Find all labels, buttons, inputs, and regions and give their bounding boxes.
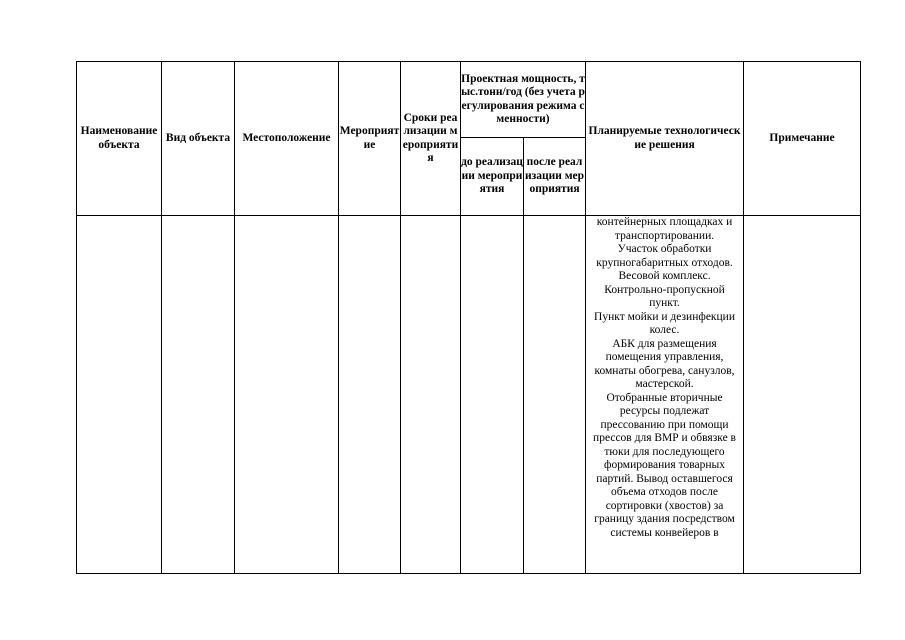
header-before-implementation: до реализации мероприятия [461,138,524,216]
planned-solutions-line: тюки для последующего [604,445,725,458]
planned-solutions-line: объема отходов после [611,486,718,498]
planned-solutions-line: Участок обработки [617,243,712,255]
planned-solutions-line: АБК для размещения [612,337,717,350]
cell-object-type [162,216,235,574]
planned-solutions-line: крупногабаритных отходов. [596,256,733,269]
header-notes: Примечание [744,62,861,216]
planned-solutions-line: Пункт мойки и дезинфекции [594,310,735,323]
planned-solutions-line: системы конвейеров в [610,526,719,539]
planned-solutions-line: сортировки (хвостов) за [605,499,724,512]
cell-notes [744,216,861,574]
planned-solutions-line: пункт. [649,297,680,309]
planned-solutions-line: мастерской. [635,378,694,390]
planned-solutions-line: партий. Вывод оставшегося [596,472,733,485]
cell-after-implementation [524,216,586,574]
planned-solutions-line: транспортировании. [614,229,715,242]
data-table [76,61,861,574]
header-after-implementation: после реализации мероприятия [524,138,586,216]
planned-solutions-line: Весовой комплекс. [618,270,711,282]
header-location: Местоположение [235,62,339,216]
planned-solutions-line: колес. [649,324,680,336]
planned-solutions-line: Отобранные вторичные [606,391,723,404]
planned-solutions-line: прессов для ВМР и обвязке в [593,432,736,444]
planned-solutions-line: комнаты обогрева, санузлов, [594,364,735,377]
cell-planned-solutions [586,216,744,574]
planned-solutions-line: границу здания посредством [594,513,735,525]
planned-solutions-text [586,216,743,540]
planned-solutions-line: помещения управления, [605,351,724,363]
planned-solutions-line: Контрольно-пропускной [604,283,725,296]
header-object-name: Наименование объекта [77,62,162,216]
header-row [77,62,861,138]
cell-location [235,216,339,574]
header-planned-solutions: Планируемые технологические решения [586,62,744,216]
cell-object-name [77,216,162,574]
cell-before-implementation [461,216,524,574]
table-row [77,216,861,574]
cell-measure [339,216,401,574]
cell-implementation-period [401,216,461,574]
planned-solutions-line: прессованию при помощи [600,418,729,431]
header-implementation-period: Сроки реализации мероприятия [401,62,461,216]
planned-solutions-line: ресурсы подлежат [619,405,710,417]
header-object-type: Вид объекта [162,62,235,216]
planned-solutions-line: контейнерных площадках и [596,216,733,228]
planned-solutions-line: формирования товарных [604,459,725,471]
header-measure: Мероприятие [339,62,401,216]
header-design-capacity: Проектная мощность, тыс.тонн/год (без учета регулирования режима сменности) [461,62,586,138]
